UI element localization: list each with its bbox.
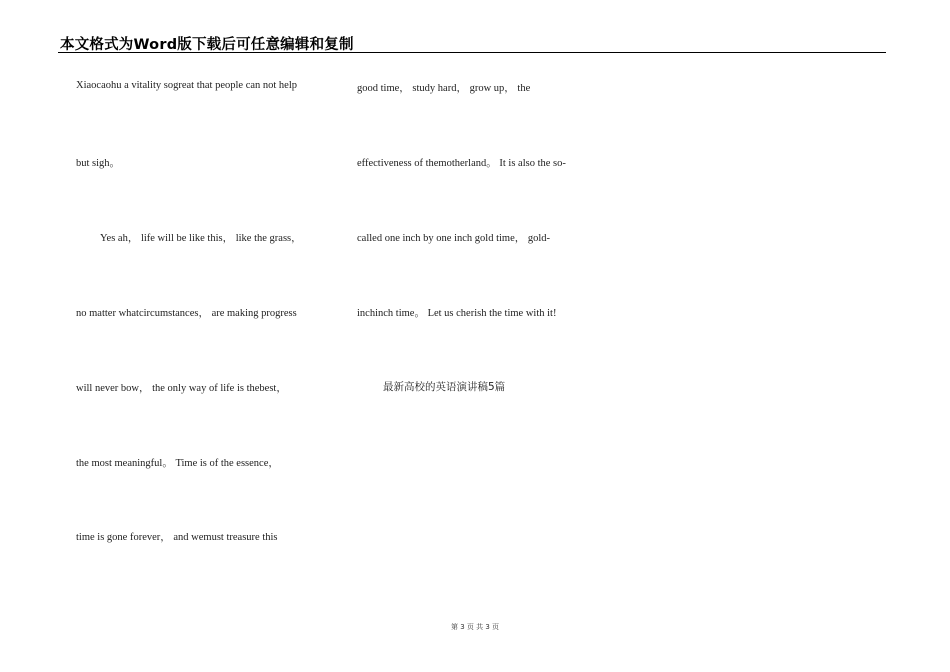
text-line: Yes ah， life will be like this， like the grass， <box>100 233 302 244</box>
text-line: but sigh。 <box>76 158 121 169</box>
header-rule <box>58 52 886 53</box>
text-line: the most meaningful。 Time is of the essence， <box>76 458 279 469</box>
page-number-footer: 第 3 页 共 3 页 <box>450 623 500 631</box>
text-line: inchinch time。 Let us cherish the time with it! <box>357 308 557 319</box>
text-line: time is gone forever， and wemust treasure this <box>76 532 278 543</box>
text-line: Xiaocaohu a vitality sogreat that people can not help <box>76 80 298 91</box>
text-line: will never bow， the only way of life is thebest， <box>76 383 287 394</box>
text-line: called one inch by one inch gold time， gold- <box>357 233 551 244</box>
section-heading: 最新高校的英语演讲稿5篇 <box>383 381 506 393</box>
text-line: good time， study hard， grow up， the <box>357 83 531 94</box>
text-line: no matter whatcircumstances， are making progress <box>76 308 297 319</box>
text-line: effectiveness of themotherland。 It is also the so- <box>357 158 566 169</box>
document-header-title: 本文格式为Word版下载后可任意编辑和复制 <box>60 37 354 53</box>
